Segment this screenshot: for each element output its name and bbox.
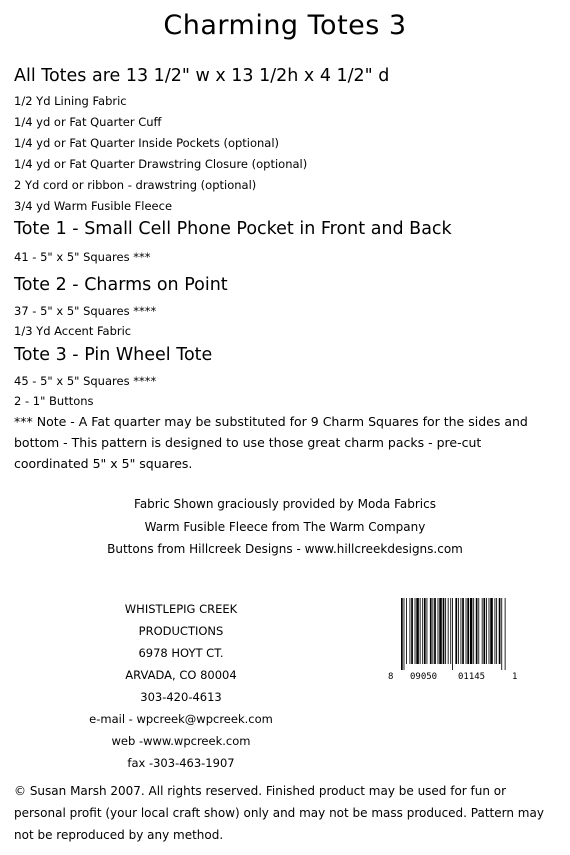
material-item: 1/2 Yd Lining Fabric xyxy=(14,94,127,108)
barcode-bar xyxy=(416,598,419,664)
material-item: 1/4 yd or Fat Quarter Inside Pockets (optional) xyxy=(14,136,280,150)
tote2-item: 1/3 Yd Accent Fabric xyxy=(14,324,132,338)
material-item: 1/4 yd or Fat Quarter Drawstring Closure (optional) xyxy=(14,157,308,171)
barcode-bar xyxy=(478,598,479,664)
barcode-bar xyxy=(466,598,467,664)
tote3-item: 45 - 5" x 5" Squares **** xyxy=(14,374,157,388)
barcode-bar xyxy=(499,598,501,664)
barcode-bar xyxy=(450,598,451,664)
barcode-right-digit: 1 xyxy=(512,672,518,682)
credit-line: Warm Fusible Fleece from The Warm Company xyxy=(144,519,426,534)
dimensions-heading: All Totes are 13 1/2" w x 13 1/2h x 4 1/2" d xyxy=(14,66,390,86)
barcode-bar xyxy=(432,598,433,664)
barcode-bar xyxy=(427,598,428,664)
credit-line: Fabric Shown graciously provided by Moda Fabrics xyxy=(134,497,436,511)
barcode-bar xyxy=(467,598,469,664)
tote2-heading: Tote 2 - Charms on Point xyxy=(14,275,228,295)
publisher-line: e-mail - wpcreek@wpcreek.com xyxy=(89,712,273,726)
barcode-bar xyxy=(496,598,497,664)
publisher-line: 303-420-4613 xyxy=(140,690,222,704)
barcode-bar xyxy=(422,598,423,664)
barcode-bar xyxy=(415,598,416,664)
barcode-bar xyxy=(458,598,459,664)
publisher-line: fax -303-463-1907 xyxy=(127,756,235,770)
material-item: 2 Yd cord or ribbon - drawstring (optional) xyxy=(14,178,257,192)
barcode-bar xyxy=(406,598,407,664)
publisher-line: ARVADA, CO 80004 xyxy=(125,668,237,682)
tote2-item: 37 - 5" x 5" Squares **** xyxy=(14,304,157,318)
tote1-heading: Tote 1 - Small Cell Phone Pocket in Front and Back xyxy=(14,219,452,239)
publisher-address xyxy=(66,598,296,774)
tote3-item: 2 - 1" Buttons xyxy=(14,394,94,408)
barcode-bar xyxy=(420,598,421,664)
credit-line: Buttons from Hillcreek Designs - www.hillcreekdesigns.com xyxy=(107,542,463,556)
barcode-bar xyxy=(448,598,449,664)
barcode-bar xyxy=(434,598,436,664)
barcode-bars xyxy=(400,598,506,670)
barcode-bar xyxy=(455,598,457,664)
barcode-right-group: 01145 xyxy=(458,672,486,682)
barcode-bar xyxy=(430,598,432,664)
upc-barcode xyxy=(386,598,520,686)
barcode-bar xyxy=(470,598,473,664)
barcode-bar xyxy=(483,598,485,664)
barcode-bar xyxy=(445,598,446,664)
barcode-bar xyxy=(482,598,483,664)
barcode-bar xyxy=(401,598,403,670)
barcode-bar xyxy=(461,598,462,664)
material-item: 1/4 yd or Fat Quarter Cuff xyxy=(14,115,162,129)
barcode-bar xyxy=(486,598,487,664)
copyright-notice: © Susan Marsh 2007. All rights reserved. Finished product may be used for fun or personal profit (your local craft show) only and may not be mass produced. Pattern may not be reproduced by any method. xyxy=(14,784,544,842)
publisher-line: WHISTLEPIG CREEK xyxy=(124,602,238,616)
barcode-bar xyxy=(476,598,478,664)
publisher-line: PRODUCTIONS xyxy=(138,624,224,638)
barcode-bar xyxy=(438,598,439,664)
note-text: *** Note - A Fat quarter may be substituted for 9 Charm Squares for the sides and bottom - This pattern is designed to use those great charm packs - pre-cut coordinated 5" x 5" squares. xyxy=(14,414,528,471)
barcode-bar xyxy=(505,598,506,670)
barcode-bar xyxy=(439,598,442,664)
page-title: Charming Totes 3 xyxy=(163,10,407,41)
barcode-bar xyxy=(411,598,413,664)
barcode-bar xyxy=(489,598,490,664)
barcode-bar xyxy=(501,598,502,670)
barcode-bar xyxy=(462,598,464,664)
tote3-heading: Tote 3 - Pin Wheel Tote xyxy=(14,345,213,365)
barcode-bar xyxy=(424,598,426,664)
tote1-item: 41 - 5" x 5" Squares *** xyxy=(14,250,151,264)
credits-block xyxy=(0,493,570,561)
material-item: 3/4 yd Warm Fusible Fleece xyxy=(14,199,173,213)
barcode-bar xyxy=(490,598,493,664)
barcode-left-group: 09050 xyxy=(410,672,438,682)
barcode-bar xyxy=(473,598,474,664)
barcode-bar xyxy=(404,598,405,670)
barcode-left-digit: 8 xyxy=(388,672,394,682)
barcode-bar xyxy=(443,598,445,664)
publisher-line: web -www.wpcreek.com xyxy=(111,734,251,748)
barcode-bar xyxy=(410,598,411,664)
publisher-line: 6978 HOYT CT. xyxy=(138,646,224,660)
barcode-bar xyxy=(452,598,453,670)
barcode-bar xyxy=(495,598,496,664)
